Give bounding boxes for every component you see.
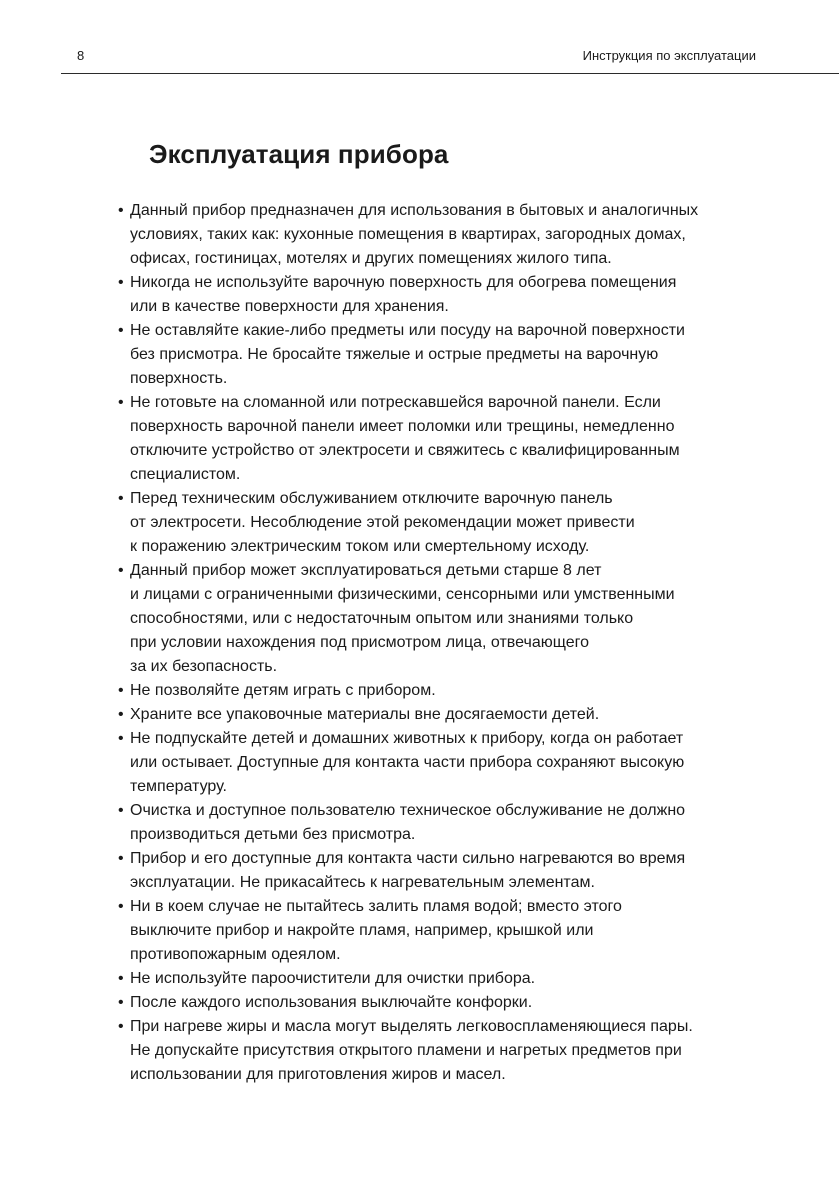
bullet-icon: •: [118, 394, 124, 411]
list-item-text-line: Не используйте пароочистители для очистки прибора.: [130, 970, 536, 987]
list-item-text-line: Перед техническим обслуживанием отключите варочную панель: [130, 490, 613, 507]
list-item: [118, 991, 778, 1015]
list-item: [118, 679, 778, 703]
list-item-text-line: противопожарным одеялом.: [130, 946, 341, 963]
list-item: [118, 1015, 778, 1087]
list-item: [118, 895, 778, 967]
bullet-icon: •: [118, 994, 124, 1011]
list-item: [118, 487, 778, 559]
list-item-text-line: от электросети. Несоблюдение этой рекомендации может привести: [130, 514, 635, 531]
list-item-text-line: или остывает. Доступные для контакта части прибора сохраняют высокую: [130, 754, 685, 771]
list-item-text-line: Не готовьте на сломанной или потрескавшейся варочной панели. Если: [130, 394, 661, 411]
list-item-text-line: при условии нахождения под присмотром лица, отвечающего: [130, 634, 589, 651]
list-item: [118, 847, 778, 895]
list-item-text-line: условиях, таких как: кухонные помещения в квартирах, загородных домах,: [130, 226, 686, 243]
bullet-icon: •: [118, 898, 124, 915]
list-item-text-line: поверхность.: [130, 370, 228, 387]
list-item-text-line: отключите устройство от электросети и свяжитесь с квалифицированным: [130, 442, 680, 459]
list-item-text-line: специалистом.: [130, 466, 241, 483]
bullet-icon: •: [118, 970, 124, 987]
list-item-text-line: производиться детьми без присмотра.: [130, 826, 416, 843]
list-item-text-line: После каждого использования выключайте конфорки.: [130, 994, 533, 1011]
list-item-text-line: температуру.: [130, 778, 227, 795]
bullet-icon: •: [118, 850, 124, 867]
list-item-text-line: При нагреве жиры и масла могут выделять легковоспламеняющиеся пары.: [130, 1018, 693, 1035]
list-item: [118, 559, 778, 679]
list-item-text-line: за их безопасность.: [130, 658, 278, 675]
list-item-text-line: Никогда не используйте варочную поверхность для обогрева помещения: [130, 274, 677, 291]
list-item-text-line: и лицами с ограниченными физическими, сенсорными или умственными: [130, 586, 675, 603]
list-item-text-line: к поражению электрическим током или смертельному исходу.: [130, 538, 590, 555]
list-item-text-line: Не допускайте присутствия открытого пламени и нагретых предметов при: [130, 1042, 682, 1059]
list-item: [118, 967, 778, 991]
bullet-icon: •: [118, 682, 124, 699]
list-item-text-line: или в качестве поверхности для хранения.: [130, 298, 449, 315]
bullet-icon: •: [118, 274, 124, 291]
list-item-text-line: Данный прибор предназначен для использования в бытовых и аналогичных: [130, 202, 699, 219]
list-item-text-line: Прибор и его доступные для контакта части сильно нагреваются во время: [130, 850, 686, 867]
safety-rules-list: [118, 199, 778, 1087]
list-item-text-line: офисах, гостиницах, мотелях и других помещениях жилого типа.: [130, 250, 612, 267]
bullet-icon: •: [118, 730, 124, 747]
list-item-text-line: использовании для приготовления жиров и масел.: [130, 1066, 506, 1083]
list-item: [118, 319, 778, 391]
list-item-text-line: Не оставляйте какие-либо предметы или посуду на варочной поверхности: [130, 322, 685, 339]
bullet-icon: •: [118, 706, 124, 723]
list-item-text-line: Ни в коем случае не пытайтесь залить пламя водой; вместо этого: [130, 898, 622, 915]
list-item: [118, 391, 778, 487]
bullet-icon: •: [118, 1018, 124, 1035]
list-item-text-line: Очистка и доступное пользователю техническое обслуживание не должно: [130, 802, 686, 819]
bullet-icon: •: [118, 322, 124, 339]
list-item: [118, 703, 778, 727]
list-item-text-line: без присмотра. Не бросайте тяжелые и острые предметы на варочную: [130, 346, 659, 363]
list-item-text-line: выключите прибор и накройте пламя, например, крышкой или: [130, 922, 594, 939]
page-header: [0, 0, 839, 75]
list-item-text-line: поверхность варочной панели имеет поломки или трещины, немедленно: [130, 418, 675, 435]
bullet-icon: •: [118, 562, 124, 579]
list-item: [118, 199, 778, 271]
page-title: Эксплуатация прибора: [149, 139, 449, 169]
bullet-icon: •: [118, 802, 124, 819]
list-item-text-line: Храните все упаковочные материалы вне досягаемости детей.: [130, 706, 600, 723]
list-item-text-line: Данный прибор может эксплуатироваться детьми старше 8 лет: [130, 562, 602, 579]
list-item: [118, 799, 778, 847]
list-item-text-line: Не подпускайте детей и домашних животных к прибору, когда он работает: [130, 730, 684, 747]
list-item: [118, 727, 778, 799]
list-item-text-line: эксплуатации. Не прикасайтесь к нагревательным элементам.: [130, 874, 595, 891]
running-title: Инструкция по эксплуатации: [582, 48, 756, 63]
bullet-icon: •: [118, 202, 124, 219]
bullet-icon: •: [118, 490, 124, 507]
list-item: [118, 271, 778, 319]
header-divider: [61, 73, 839, 74]
list-item-text-line: способностями, или с недостаточным опытом или знаниями только: [130, 610, 634, 627]
page-number: 8: [77, 48, 85, 63]
list-item-text-line: Не позволяйте детям играть с прибором.: [130, 682, 436, 699]
